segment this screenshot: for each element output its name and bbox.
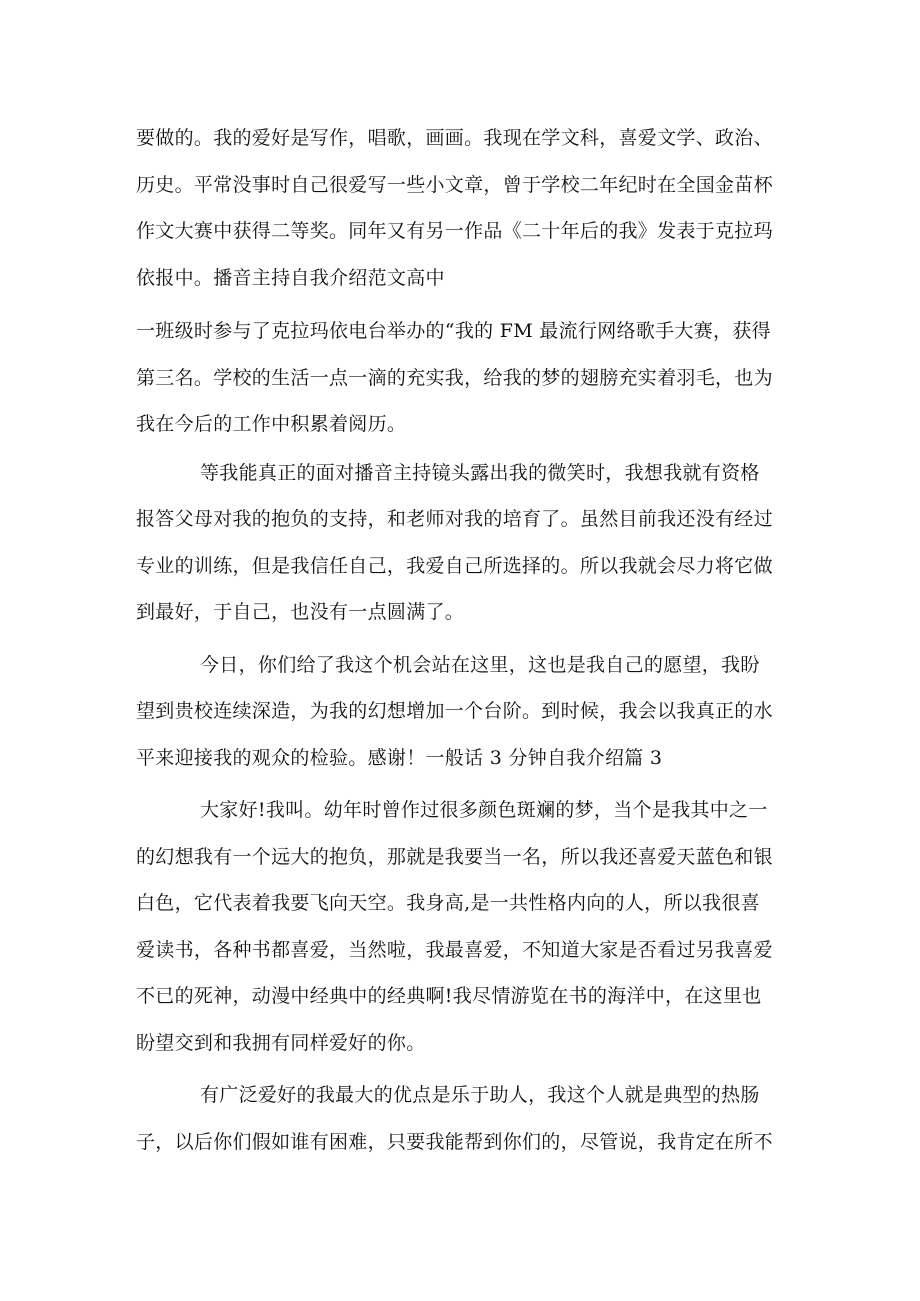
- text-line: 我在今后的工作中积累着阅历。: [136, 413, 407, 435]
- text-line: 望到贵校连续深造，为我的幻想增加一个台阶。到时候，我会以我真正的水: [136, 700, 773, 722]
- text-line: 盼望交到和我拥有同样爱好的你。: [136, 1032, 426, 1054]
- text-line: 要做的。我的爱好是写作，唱歌，画画。我现在学文科，喜爱文学、政治、: [136, 127, 773, 149]
- text-line: 不已的死神，动漫中经典中的经典啊!我尽情游览在书的海洋中，在这里也: [136, 985, 762, 1007]
- paragraph-first-line: 大家好!我叫。幼年时曾作过很多颜色斑斓的梦，当个是我其中之一: [200, 799, 768, 821]
- paragraph-first-line: 等我能真正的面对播音主持镜头露出我的微笑时，我想我就有资格: [200, 462, 760, 484]
- paragraph-first-line: 有广泛爱好的我最大的优点是乐于助人，我这个人就是典型的热肠: [200, 1084, 760, 1106]
- text-line: 专业的训练，但是我信任自己，我爱自己所选择的。所以我就会尽力将它做: [136, 555, 773, 577]
- text-line: 子，以后你们假如谁有困难，只要我能帮到你们的，尽管说，我肯定在所不: [136, 1131, 773, 1153]
- text-line: 的幻想我有一个远大的抱负，那就是我要当一名，所以我还喜爱天蓝色和银: [136, 846, 773, 868]
- text-line: 到最好，于自己，也没有一点圆满了。: [136, 601, 465, 623]
- text-line: 白色，它代表着我要飞向天空。我身高,是一共性格内向的人，所以我很喜: [136, 892, 760, 914]
- text-line: 报答父母对我的抱负的支持，和老师对我的培育了。虽然目前我还没有经过: [136, 508, 773, 530]
- text-line: 平来迎接我的观众的检验。感谢！一般话 3 分钟自我介绍篇 3: [136, 747, 663, 769]
- text-line: 一班级时参与了克拉玛依电台举办的“我的 FM 最流行网络歌手大赛，获得: [136, 320, 771, 342]
- text-line: 爱读书，各种书都喜爱，当然啦，我最喜爱，不知道大家是否看过另我喜爱: [136, 939, 773, 961]
- text-line: 第三名。学校的生活一点一滴的充实我，给我的梦的翅膀充实着羽毛，也为: [136, 367, 773, 389]
- text-line: 历史。平常没事时自己很爱写一些小文章，曾于学校二年纪时在全国金苗杯: [136, 174, 773, 196]
- text-line: 作文大赛中获得二等奖。同年又有另一作品《二十年后的我》发表于克拉玛: [136, 220, 773, 242]
- paragraph-first-line: 今日，你们给了我这个机会站在这里，这也是我自己的愿望，我盼: [200, 654, 760, 676]
- text-line: 依报中。播音主持自我介绍范文高中: [136, 267, 445, 289]
